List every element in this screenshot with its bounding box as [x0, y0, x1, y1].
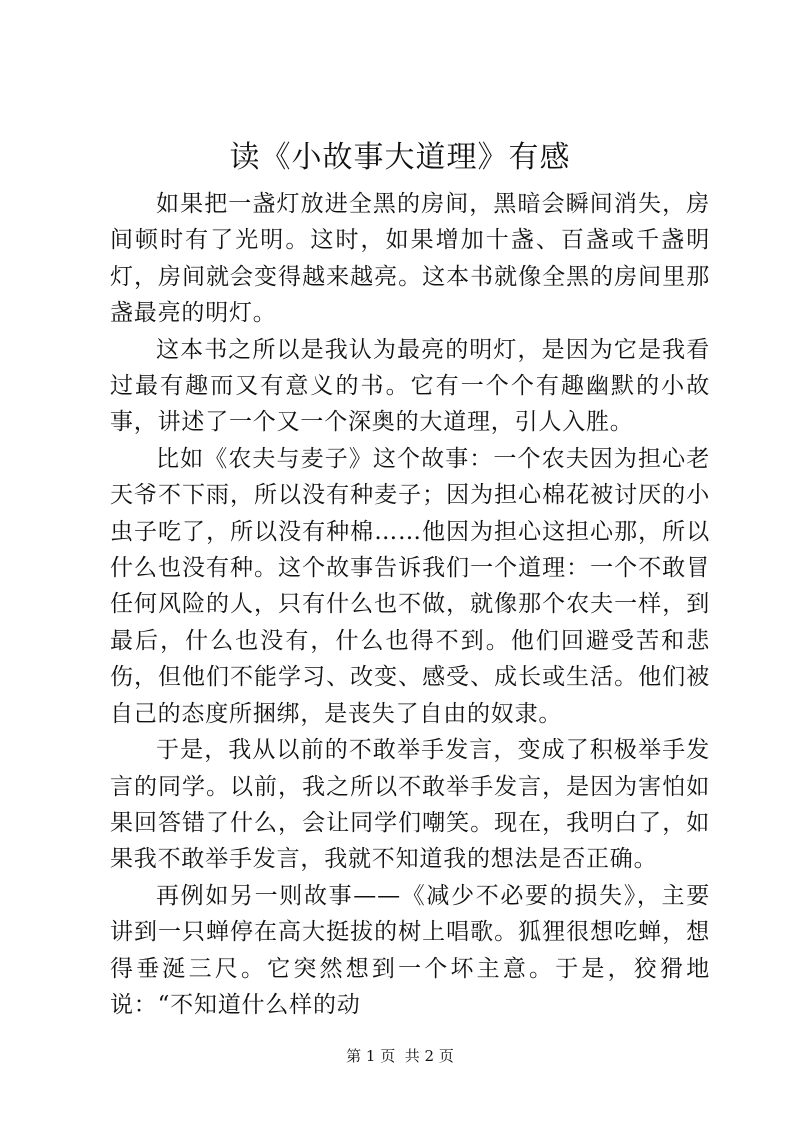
- document-title: 读《小故事大道理》有感: [229, 140, 571, 175]
- paragraph-1: 如果把一盏灯放进全黑的房间，黑暗会瞬间消失，房间顿时有了光明。这时，如果增加十盏、百盏或千盏明灯，房间就会变得越来越亮。这本书就像全黑的房间里那盏最亮的明灯。: [110, 191, 710, 327]
- paragraph-3: 比如《农夫与麦子》这个故事：一个农夫因为担心老天爷不下雨，所以没有种麦子；因为担心棉花被讨厌的小虫子吃了，所以没有种棉……他因为担心这担心那，所以什么也没有种。这个故事告诉我们一个道理：一个不敢冒任何风险的人，只有什么也不做，就像那个农夫一样，到最后，什么也没有，什么也得不到。他们回避受苦和悲伤，但他们不能学习、改变、感受、成长或生活。他们被自己的态度所捆绑，是丧失了自由的奴隶。: [110, 445, 710, 727]
- page-footer: [0, 1046, 800, 1066]
- document-body: [110, 186, 710, 1023]
- total-pages: 共 2 页: [404, 1047, 454, 1065]
- paragraph-2: 这本书之所以是我认为最亮的明灯，是因为它是我看过最有趣而又有意义的书。它有一个个有趣幽默的小故事，讲述了一个又一个深奥的大道理，引人入胜。: [110, 336, 710, 436]
- footer-separator: [395, 1047, 405, 1065]
- paragraph-5: 再例如另一则故事——《减少不必要的损失》，主要讲到一只蝉停在高大挺拔的树上唱歌。狐狸很想吃蝉，想得垂涎三尺。它突然想到一个坏主意。于是，狡猾地说：“不知道什么样的动: [110, 882, 710, 1018]
- paragraph-4: 于是，我从以前的不敢举手发言，变成了积极举手发言的同学。以前，我之所以不敢举手发言，是因为害怕如果回答错了什么，会让同学们嘲笑。现在，我明白了，如果我不敢举手发言，我就不知道我的想法是否正确。: [110, 737, 710, 873]
- page-number: 第 1 页: [346, 1047, 396, 1065]
